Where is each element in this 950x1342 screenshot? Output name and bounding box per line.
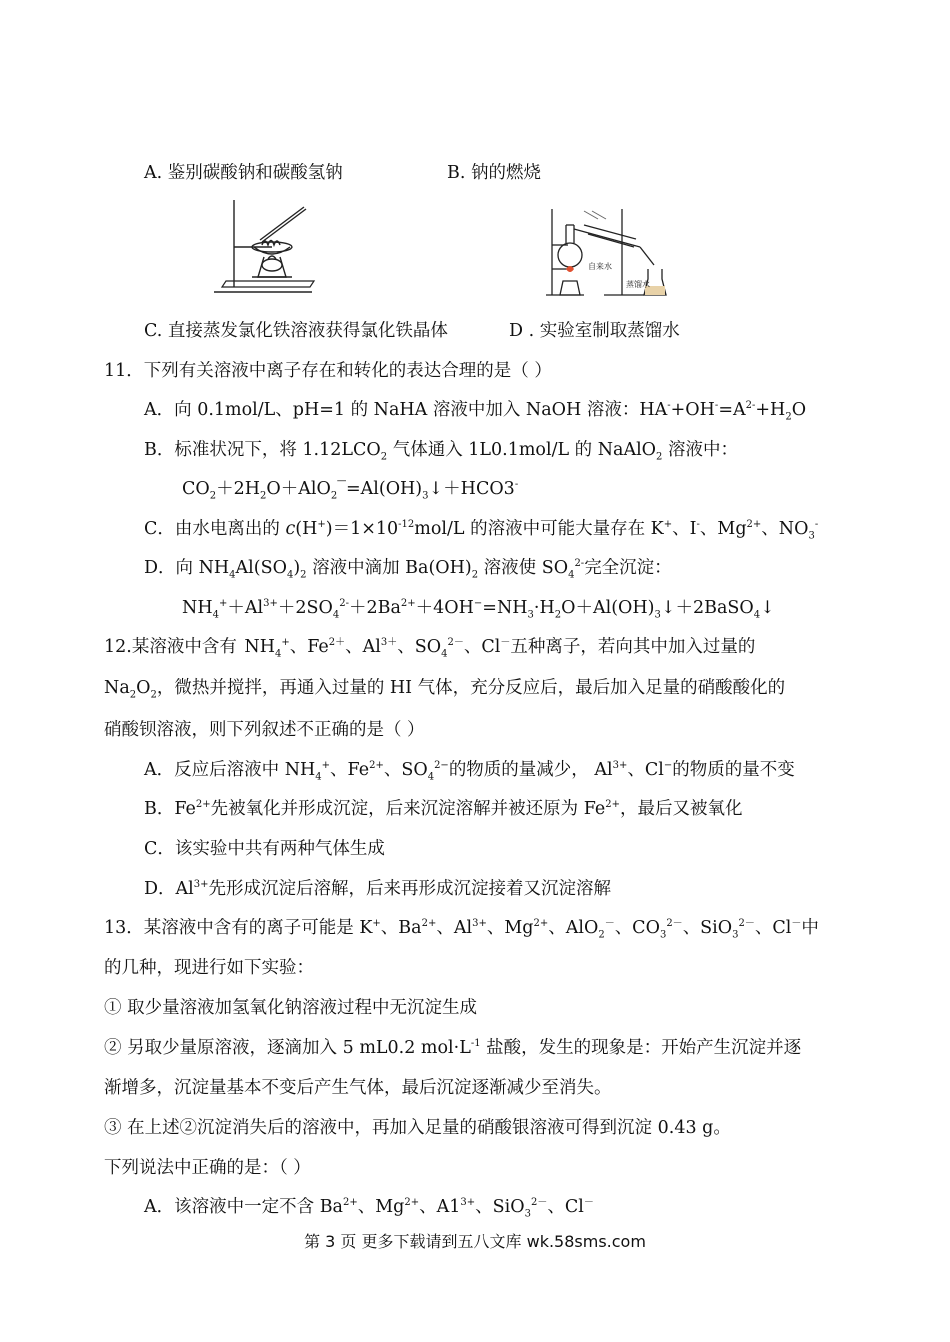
page-footer: 第 3 页 更多下载请到五八文库 wk.58sms.com (304, 1232, 646, 1251)
q11-option-c: C．由水电离出的 $c(H^+)=1\times 10^{-12}mol/L$ 的溶液中可能大量存在 K+、I-、$Mg^{2+}$、$NO_3^-$ (144, 519, 819, 542)
q12-option-b: B．$Fe^{2+}$先被氧化并形成沉淀，后来沉淀溶解并被还原为 $Fe^{2+}$，最后又被氧化 (144, 799, 743, 819)
q13-option-a: A．该溶液中一定不含 $Ba^{2+}$、$Mg^{2+}$、$A1^{3+}$、SiO$_3^{2-}$、Cl－ (144, 1197, 594, 1220)
q12-stem-line3: 硝酸钡溶液，则下列叙述不正确的是（ ） (104, 720, 425, 740)
evaporation-apparatus-figure (212, 195, 322, 300)
q12-option-a: A．反应后溶液中 $NH_4^+$、$Fe^{2+}$、$SO_4^{2-}$的物质的量减少， $Al^{3+}$、Cl−的物质的量不变 (144, 760, 795, 783)
q13-stem-line2: 的几种，现进行如下实验： (104, 958, 314, 978)
q12-stem-line2: $Na_2O_2$，微热并搅拌，再通入过量的 HI 气体，充分反应后，最后加入足量的硝酸酸化的 (104, 678, 786, 701)
tap-water-label: 自来水 (588, 262, 612, 271)
q11-option-a: A．向 0.1mol/L、pH=1 的 NaHA 溶液中加入 NaOH 溶液：$HA^-+OH^-=A^{2-}+H_2O$ (144, 400, 807, 423)
q11-option-d-line1: D．向 $NH_4Al(SO_4)_2$ 溶液中滴加 $Ba(OH)_2$ 溶液使 $SO_4^{2-}$完全沉淀： (144, 558, 672, 581)
q11-option-b-equation: $CO_2+2H_2O+AlO_2‾=Al(OH)_3↓+HCO3^-$ (182, 479, 519, 502)
q13-step-2-line2: 渐增多，沉淀量基本不变后产生气体，最后沉淀逐渐减少至消失。 (104, 1078, 612, 1098)
q12-option-c: C．该实验中共有两种气体生成 (144, 839, 385, 859)
distilled-water-label: 蒸馏水 (626, 280, 650, 289)
q12-option-d: D．$Al^{3+}$先形成沉淀后溶解，后来再形成沉淀接着又沉淀溶解 (144, 879, 612, 899)
option-b: B. 钠的燃烧 (447, 163, 541, 183)
q13-step-2-line1: ② 另取少量原溶液，逐滴加入 5 mL0.2 $mol\cdot L^{-1}$ 盐酸，发生的现象是：开始产生沉淀并逐 (104, 1038, 802, 1058)
distillation-apparatus-figure (544, 203, 680, 300)
option-d: D . 实验室制取蒸馏水 (509, 321, 680, 341)
q11-stem: 11．下列有关溶液中离子存在和转化的表达合理的是（ ） (104, 361, 552, 381)
option-c: C. 直接蒸发氯化铁溶液获得氯化铁晶体 (144, 321, 448, 341)
q12-stem-line1: 12.某溶液中含有 $NH_4^+$、$Fe^{2+}$、$Al^{3+}$、$SO_4^{2-}$、Cl－五种离子，若向其中加入过量的 (104, 637, 756, 660)
q13-question: 下列说法中正确的是：（ ） (104, 1158, 311, 1178)
q13-step-1: ① 取少量溶液加氢氧化钠溶液过程中无沉淀生成 (104, 998, 478, 1018)
q11-option-d-equation: $NH_4^++Al^{3+}+2SO_4^{2-}+2Ba^{2+}+4OH^-=NH_3\cdot H_2O+Al(OH)_3↓+2BaSO_4↓$ (182, 598, 775, 621)
q13-step-3: ③ 在上述②沉淀消失后的溶液中，再加入足量的硝酸银溶液可得到沉淀 0.43 g。 (104, 1118, 731, 1138)
q13-stem-line1: 13．某溶液中含有的离子可能是 K+、$Ba^{2+}$、$Al^{3+}$、$Mg^{2+}$、AlO$_2$－、$CO_3^{2-}$、SiO$_3^{2-}$、Cl－中 (104, 918, 819, 941)
option-a: A. 鉴别碳酸钠和碳酸氢钠 (144, 163, 343, 183)
q11-option-b-line1: B．标准状况下，将 $1.12LCO_2$ 气体通入 1L0.1mol/L 的 NaAlO$_2$ 溶液中： (144, 440, 738, 463)
